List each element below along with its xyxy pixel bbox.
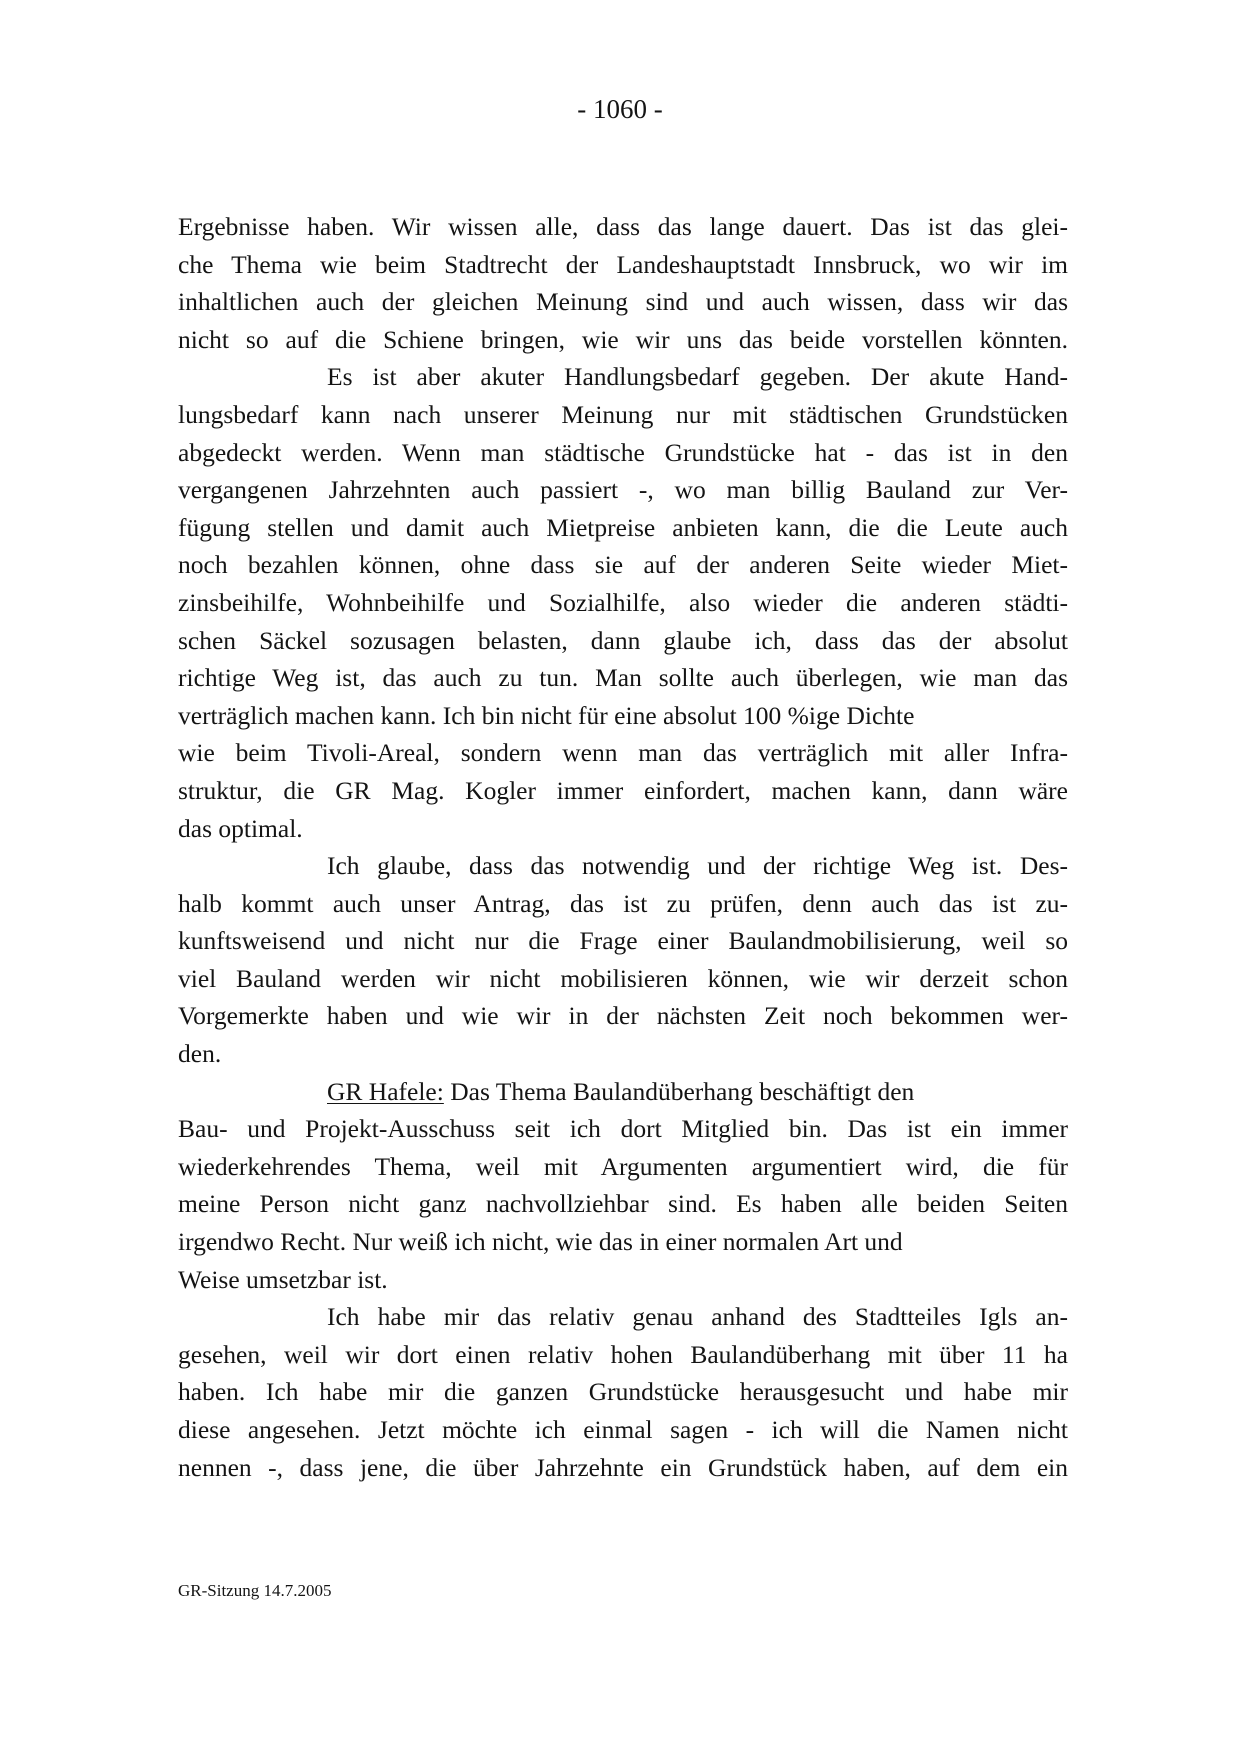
text-line: irgendwo Recht. Nur weiß ich nicht, wie das in einer normalen Art und	[178, 1227, 903, 1257]
speaker-name: GR Hafele:	[327, 1076, 444, 1106]
text-line: lungsbedarf kann nach unserer Meinung nur mit städtischen Grundstücken	[178, 399, 1068, 429]
text-line: noch bezahlen können, ohne dass sie auf der anderen Seite wieder Miet-	[178, 550, 1068, 580]
paragraph	[178, 208, 1068, 358]
text-line: viel Bauland werden wir nicht mobilisieren können, wie wir derzeit schon	[178, 963, 1068, 993]
text-line: nennen -, dass jene, die über Jahrzehnte ein Grundstück haben, auf dem ein	[178, 1452, 1068, 1482]
text-line: Vorgemerkte haben und wie wir in der nächsten Zeit noch bekommen wer-	[178, 1001, 1068, 1031]
text-line: schen Säckel sozusagen belasten, dann glaube ich, dass das der absolut	[178, 625, 1068, 655]
paragraph	[178, 1298, 1068, 1486]
document-body	[178, 208, 1068, 1486]
text-line: Ich glaube, dass das notwendig und der richtige Weg ist. Des-	[327, 851, 1068, 881]
text-line: meine Person nicht ganz nachvollziehbar sind. Es haben alle beiden Seiten	[178, 1189, 1068, 1219]
text-line: diese angesehen. Jetzt möchte ich einmal sagen - ich will die Namen nicht	[178, 1415, 1068, 1444]
text-line: abgedeckt werden. Wenn man städtische Grundstücke hat - das ist in den	[178, 437, 1068, 467]
page-footer: GR-Sitzung 14.7.2005	[178, 1581, 332, 1600]
text-line: kunftsweisend und nicht nur die Frage einer Baulandmobilisierung, weil so	[178, 926, 1068, 956]
text-line: haben. Ich habe mir die ganzen Grundstücke herausgesucht und habe mir	[178, 1377, 1068, 1407]
text-line: vergangenen Jahrzehnten auch passiert -, wo man billig Bauland zur Ver-	[178, 475, 1068, 505]
paragraph	[178, 358, 1068, 847]
text-line: struktur, die GR Mag. Kogler immer einfordert, machen kann, dann wäre	[178, 775, 1068, 805]
text-line: das optimal.	[178, 813, 303, 843]
text-line: richtige Weg ist, das auch zu tun. Man sollte auch überlegen, wie man das	[178, 663, 1068, 693]
text-line: halb kommt auch unser Antrag, das ist zu prüfen, denn auch das ist zu-	[178, 888, 1068, 918]
text-line	[178, 1073, 1068, 1111]
text-line: gesehen, weil wir dort einen relativ hohen Baulandüberhang mit über 11 ha	[178, 1339, 1068, 1369]
paragraph	[178, 847, 1068, 1073]
text-line: zinsbeihilfe, Wohnbeihilfe und Sozialhilfe, also wieder die anderen städti-	[178, 587, 1068, 617]
text-line: Weise umsetzbar ist.	[178, 1264, 388, 1294]
text-line: fügung stellen und damit auch Mietpreise anbieten kann, die die Leute auch	[178, 512, 1068, 542]
text-line: nicht so auf die Schiene bringen, wie wir uns das beide vorstellen könnten.	[178, 324, 1068, 354]
paragraph	[178, 1073, 1068, 1299]
text-line: verträglich machen kann. Ich bin nicht für eine absolut 100 %ige Dichte	[178, 700, 915, 730]
text-line: wiederkehrendes Thema, weil mit Argumenten argumentiert wird, die für	[178, 1151, 1068, 1181]
page-number: - 1060 -	[577, 94, 663, 124]
text-line: inhaltlichen auch der gleichen Meinung sind und auch wissen, dass wir das	[178, 287, 1068, 317]
text-line: Es ist aber akuter Handlungsbedarf gegeben. Der akute Hand-	[327, 362, 1068, 392]
speaker-text: Das Thema Baulandüberhang beschäftigt den	[443, 1076, 915, 1106]
text-line: den.	[178, 1039, 222, 1069]
text-line: Ich habe mir das relativ genau anhand des Stadtteiles Igls an-	[327, 1302, 1068, 1332]
text-line: che Thema wie beim Stadtrecht der Landeshauptstadt Innsbruck, wo wir im	[178, 249, 1068, 279]
text-line: Bau- und Projekt-Ausschuss seit ich dort Mitglied bin. Das ist ein immer	[178, 1114, 1068, 1144]
text-line: wie beim Tivoli-Areal, sondern wenn man das verträglich mit aller Infra-	[178, 738, 1068, 768]
text-line: Ergebnisse haben. Wir wissen alle, dass das lange dauert. Das ist das glei-	[178, 212, 1068, 241]
